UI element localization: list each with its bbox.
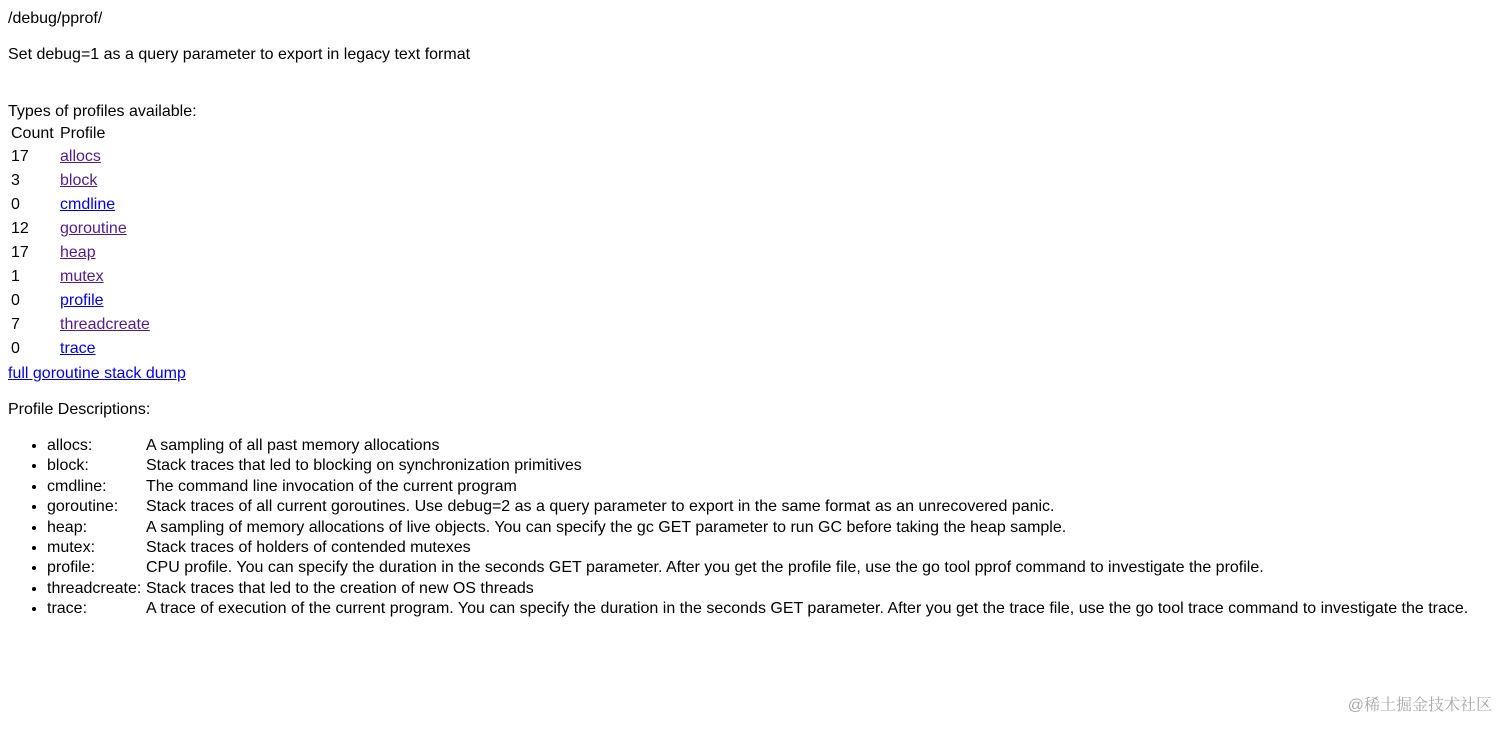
profile-link-cmdline[interactable]: cmdline	[60, 196, 116, 213]
profile-link-threadcreate[interactable]: threadcreate	[60, 316, 150, 333]
table-row	[10, 170, 151, 192]
profile-link-profile[interactable]: profile	[60, 292, 104, 309]
profile-count: 1	[11, 268, 20, 285]
profiles-table	[8, 122, 153, 362]
profile-count: 7	[11, 316, 20, 333]
description-name: profile:	[47, 559, 96, 577]
profile-link-block[interactable]: block	[60, 172, 98, 189]
description-name: threadcreate:	[47, 579, 142, 597]
description-name: trace:	[47, 600, 88, 618]
table-row	[10, 314, 151, 336]
description-text: Stack traces of holders of contended mutexes	[146, 539, 471, 557]
description-text: Stack traces that led to the creation of new OS threads	[146, 579, 534, 597]
profile-count: 3	[11, 172, 20, 189]
description-text: A trace of execution of the current program. You can specify the duration in the seconds GET parameter. After you get the trace file, use the go tool trace command to investigate the trace.	[146, 600, 1469, 618]
list-item	[47, 456, 1498, 476]
description-text: A sampling of memory allocations of live objects. You can specify the gc GET parameter to run GC before taking the heap sample.	[146, 518, 1067, 536]
legacy-format-hint: Set debug=1 as a query parameter to export in legacy text format	[8, 46, 471, 63]
list-item	[47, 477, 1498, 497]
profile-link-allocs[interactable]: allocs	[60, 148, 101, 165]
profile-count: 17	[11, 148, 29, 165]
description-name: block:	[47, 457, 89, 475]
table-row	[10, 242, 151, 264]
full-goroutine-dump-link[interactable]: full goroutine stack dump	[8, 365, 186, 382]
description-name: cmdline:	[47, 477, 107, 495]
profile-link-heap[interactable]: heap	[60, 244, 96, 261]
description-name: heap:	[47, 518, 88, 536]
list-item	[47, 436, 1498, 456]
description-text: CPU profile. You can specify the duration in the seconds GET parameter. After you get the profile file, use the go tool pprof command to investigate the profile.	[146, 559, 1264, 577]
table-row	[10, 194, 151, 216]
page-title: /debug/pprof/	[8, 10, 103, 27]
description-name: allocs:	[47, 437, 93, 454]
list-item	[47, 518, 1498, 538]
list-item	[47, 538, 1498, 558]
description-text: The command line invocation of the current program	[146, 477, 517, 495]
profile-link-goroutine[interactable]: goroutine	[60, 220, 127, 237]
profile-link-mutex[interactable]: mutex	[60, 268, 104, 285]
watermark: @稀土掘金技术社区	[1347, 697, 1492, 714]
description-text: A sampling of all past memory allocations	[146, 437, 440, 454]
table-header-row	[10, 124, 151, 144]
profile-count: 0	[11, 340, 20, 357]
table-row	[10, 146, 151, 168]
description-name: goroutine:	[47, 498, 119, 516]
table-row	[10, 338, 151, 360]
profile-count: 0	[11, 196, 20, 213]
description-name: mutex:	[47, 539, 96, 557]
descriptions-heading: Profile Descriptions:	[8, 401, 151, 418]
description-text: Stack traces of all current goroutines. Use debug=2 as a query parameter to export in the same format as an unrecovered panic.	[146, 498, 1055, 516]
list-item	[47, 599, 1498, 619]
list-item	[47, 579, 1498, 599]
profile-link-trace[interactable]: trace	[60, 340, 96, 357]
profile-column-header: Profile	[60, 125, 106, 142]
types-heading: Types of profiles available:	[8, 103, 197, 120]
table-row	[10, 266, 151, 288]
description-text: Stack traces that led to blocking on synchronization primitives	[146, 457, 582, 475]
profile-descriptions-list	[8, 436, 1498, 620]
profile-count: 12	[11, 220, 29, 237]
table-row	[10, 290, 151, 312]
table-row	[10, 218, 151, 240]
profile-count: 0	[11, 292, 20, 309]
list-item	[47, 497, 1498, 517]
list-item	[47, 558, 1498, 578]
profile-count: 17	[11, 244, 29, 261]
count-column-header: Count	[11, 125, 54, 142]
